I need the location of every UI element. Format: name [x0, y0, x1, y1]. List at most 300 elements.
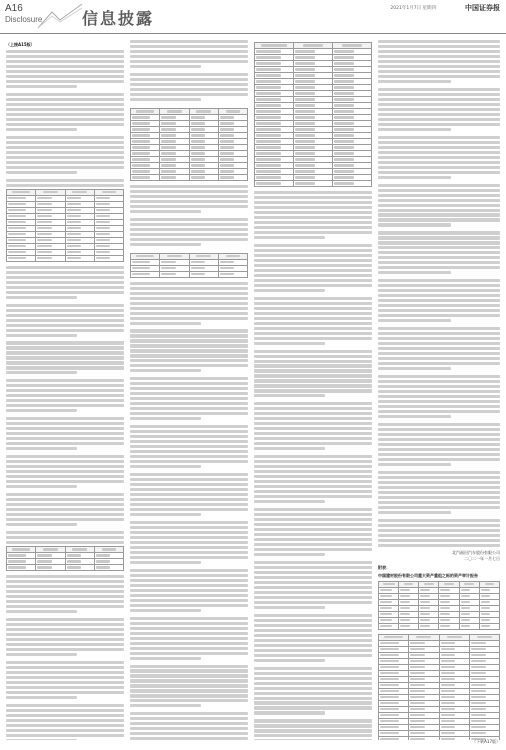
cell-text-placeholder — [256, 176, 281, 179]
text-line — [254, 274, 372, 277]
text-line — [6, 422, 124, 425]
text-line — [378, 304, 500, 307]
text-line — [378, 75, 500, 78]
cell-text-placeholder — [43, 191, 57, 194]
text-line — [254, 739, 372, 740]
cell-text-placeholder — [471, 660, 486, 663]
cell-text-placeholder — [295, 116, 315, 119]
cell-text-placeholder — [96, 227, 110, 230]
text-line — [130, 392, 248, 395]
cell-text-placeholder — [67, 209, 81, 212]
text-line — [378, 271, 451, 274]
cell-text-placeholder — [420, 607, 429, 610]
cell-text-placeholder — [380, 660, 399, 663]
text-line — [254, 216, 372, 219]
cell-text-placeholder — [220, 176, 234, 179]
text-line — [378, 367, 451, 370]
cell-text-placeholder — [295, 86, 315, 89]
text-line — [6, 508, 124, 511]
text-line — [378, 256, 500, 259]
text-line — [130, 503, 248, 506]
cell-text-placeholder — [334, 110, 354, 113]
text-line — [254, 259, 372, 262]
cell-text-placeholder — [441, 666, 456, 669]
cell-text-placeholder — [256, 56, 281, 59]
cell-text-placeholder — [37, 251, 51, 254]
text-line — [378, 209, 500, 212]
text-line — [6, 93, 124, 96]
text-line — [6, 475, 124, 478]
text-line — [130, 737, 248, 740]
text-line — [378, 486, 500, 489]
cell-text-placeholder — [132, 170, 150, 173]
cell-text-placeholder — [132, 158, 150, 161]
cell-text-placeholder — [481, 613, 490, 616]
text-line — [254, 485, 372, 488]
text-line — [6, 65, 124, 68]
text-line — [254, 500, 325, 503]
cell-text-placeholder — [471, 642, 486, 645]
text-line — [6, 291, 124, 294]
text-line — [130, 722, 248, 725]
text-line — [6, 346, 124, 349]
data-table — [130, 253, 248, 278]
cell-text-placeholder — [295, 140, 315, 143]
cell-text-placeholder — [132, 122, 150, 125]
text-line — [6, 676, 124, 679]
text-line — [130, 307, 248, 310]
cell-text-placeholder — [295, 128, 315, 131]
text-line — [130, 344, 248, 347]
text-line — [6, 60, 124, 63]
text-line — [254, 455, 372, 458]
cell-text-placeholder — [8, 203, 26, 206]
cell-text-placeholder — [295, 68, 315, 71]
cell-text-placeholder — [256, 68, 281, 71]
cell-text-placeholder — [380, 720, 399, 723]
table-cell — [131, 271, 160, 277]
text-line — [6, 75, 124, 78]
cell-text-placeholder — [334, 92, 354, 95]
cell-text-placeholder — [132, 152, 150, 155]
text-line — [6, 184, 124, 187]
text-line — [254, 460, 372, 463]
text-line — [378, 534, 500, 537]
cell-text-placeholder — [191, 176, 205, 179]
cell-text-placeholder — [67, 215, 81, 218]
text-line — [130, 322, 201, 325]
table-cell — [65, 255, 94, 261]
cell-text-placeholder — [220, 152, 234, 155]
cell-text-placeholder — [410, 720, 425, 723]
cell-text-placeholder — [303, 44, 323, 47]
cell-text-placeholder — [471, 708, 486, 711]
text-line — [378, 544, 500, 547]
cell-text-placeholder — [295, 176, 315, 179]
text-line — [254, 312, 372, 315]
text-line — [130, 679, 248, 682]
text-line — [378, 213, 500, 216]
cell-text-placeholder — [8, 239, 26, 242]
cell-text-placeholder — [410, 642, 425, 645]
cell-text-placeholder — [191, 170, 205, 173]
text-line — [130, 435, 248, 438]
cell-text-placeholder — [380, 690, 399, 693]
cell-text-placeholder — [441, 714, 456, 717]
cell-text-placeholder — [8, 257, 26, 260]
cell-text-placeholder — [380, 619, 392, 622]
text-line — [254, 432, 372, 435]
cell-text-placeholder — [380, 607, 392, 610]
cell-text-placeholder — [295, 62, 315, 65]
text-line — [254, 332, 372, 335]
cell-text-placeholder — [380, 732, 399, 735]
text-line — [254, 244, 372, 247]
text-line — [6, 518, 124, 521]
text-column-4 — [378, 40, 500, 740]
cell-text-placeholder — [471, 732, 486, 735]
cell-text-placeholder — [380, 726, 399, 729]
cell-text-placeholder — [380, 642, 399, 645]
cell-text-placeholder — [440, 613, 449, 616]
cell-text-placeholder — [196, 255, 210, 258]
text-line — [378, 314, 500, 317]
text-line — [254, 719, 372, 722]
cell-text-placeholder — [440, 589, 449, 592]
text-line — [378, 347, 500, 350]
cell-text-placeholder — [410, 708, 425, 711]
cell-text-placeholder — [400, 625, 409, 628]
cell-text-placeholder — [132, 116, 150, 119]
text-line — [254, 236, 325, 239]
text-line — [130, 88, 248, 91]
text-line — [254, 553, 325, 556]
cell-text-placeholder — [96, 560, 110, 563]
text-line — [378, 40, 500, 43]
cell-text-placeholder — [400, 619, 409, 622]
cell-text-placeholder — [410, 660, 425, 663]
text-line — [130, 78, 248, 81]
text-line — [378, 118, 500, 121]
text-line — [254, 596, 372, 599]
text-line — [378, 194, 500, 197]
text-line — [130, 312, 248, 315]
text-line — [378, 481, 500, 484]
text-line — [6, 156, 124, 159]
cell-text-placeholder — [37, 245, 51, 248]
cell-text-placeholder — [400, 595, 409, 598]
table-cell — [294, 181, 333, 187]
cell-text-placeholder — [380, 601, 392, 604]
cell-text-placeholder — [334, 122, 354, 125]
text-line — [130, 712, 248, 715]
cell-text-placeholder — [67, 239, 81, 242]
cell-text-placeholder — [161, 140, 175, 143]
text-line — [378, 319, 451, 322]
cell-text-placeholder — [191, 116, 205, 119]
text-line — [6, 470, 124, 473]
text-line — [378, 380, 500, 383]
text-line — [378, 309, 500, 312]
text-line — [6, 455, 124, 458]
text-line — [130, 407, 248, 410]
text-line — [6, 136, 124, 139]
text-line — [378, 524, 500, 527]
text-line — [6, 523, 77, 526]
cell-text-placeholder — [481, 625, 490, 628]
cell-text-placeholder — [8, 566, 26, 569]
signature-company: 北汽福田汽车股份有限公司 — [452, 549, 500, 555]
cell-text-placeholder — [380, 613, 392, 616]
cell-text-placeholder — [295, 74, 315, 77]
text-line — [6, 361, 124, 364]
cell-text-placeholder — [161, 267, 175, 270]
text-line — [254, 470, 372, 473]
text-line — [6, 271, 124, 274]
cell-text-placeholder — [161, 128, 175, 131]
text-line — [254, 513, 372, 516]
cell-text-placeholder — [72, 191, 86, 194]
text-line — [6, 638, 124, 641]
text-line — [130, 83, 248, 86]
cell-text-placeholder — [384, 636, 403, 639]
cell-text-placeholder — [161, 261, 175, 264]
cell-text-placeholder — [410, 726, 425, 729]
cell-text-placeholder — [132, 134, 150, 137]
cell-text-placeholder — [191, 122, 205, 125]
text-line — [378, 385, 500, 388]
cell-text-placeholder — [136, 255, 154, 258]
text-line — [254, 692, 372, 695]
text-line — [6, 666, 124, 669]
cell-text-placeholder — [191, 261, 205, 264]
text-line — [378, 223, 451, 226]
cell-text-placeholder — [96, 209, 110, 212]
text-line — [130, 689, 248, 692]
text-line — [130, 412, 248, 415]
continued-from-note: （上接A15版） — [6, 42, 35, 47]
table-row — [7, 565, 124, 571]
text-line — [378, 362, 500, 365]
table-cell — [94, 565, 123, 571]
table-cell — [65, 565, 94, 571]
cell-text-placeholder — [191, 140, 205, 143]
text-line — [378, 405, 500, 408]
cell-text-placeholder — [226, 110, 240, 113]
text-line — [378, 199, 500, 202]
cell-text-placeholder — [72, 548, 86, 551]
cell-text-placeholder — [191, 273, 205, 276]
text-line — [378, 136, 500, 139]
text-line — [254, 561, 372, 564]
cell-text-placeholder — [410, 684, 425, 687]
cell-text-placeholder — [37, 233, 51, 236]
cell-text-placeholder — [334, 98, 354, 101]
cell-text-placeholder — [167, 255, 181, 258]
text-line — [378, 123, 500, 126]
cell-text-placeholder — [220, 164, 234, 167]
text-line — [6, 409, 77, 412]
cell-text-placeholder — [440, 625, 449, 628]
text-line — [130, 397, 248, 400]
cell-text-placeholder — [37, 197, 51, 200]
text-line — [130, 632, 248, 635]
signature-block — [378, 550, 500, 562]
cell-text-placeholder — [380, 696, 399, 699]
cell-text-placeholder — [481, 601, 490, 604]
text-line — [378, 506, 500, 509]
table-row — [131, 174, 248, 180]
cell-text-placeholder — [220, 261, 234, 264]
text-line — [378, 496, 500, 499]
text-line — [130, 579, 248, 582]
text-line — [254, 475, 372, 478]
text-line — [130, 364, 248, 367]
cell-text-placeholder — [161, 273, 175, 276]
cell-text-placeholder — [424, 583, 433, 586]
text-line — [130, 488, 248, 491]
table-cell — [189, 174, 218, 180]
text-line — [254, 619, 372, 622]
text-line — [254, 394, 325, 397]
cell-text-placeholder — [464, 583, 473, 586]
text-line — [130, 329, 248, 332]
text-line — [130, 425, 248, 428]
text-line — [378, 251, 500, 254]
cell-text-placeholder — [471, 702, 486, 705]
cell-text-placeholder — [440, 601, 449, 604]
text-line — [6, 493, 124, 496]
text-line — [378, 231, 500, 234]
cell-text-placeholder — [400, 589, 409, 592]
text-line — [6, 618, 124, 621]
text-line — [254, 196, 372, 199]
cell-text-placeholder — [380, 595, 392, 598]
cell-text-placeholder — [37, 554, 51, 557]
text-line — [254, 407, 372, 410]
cell-text-placeholder — [295, 104, 315, 107]
text-line — [254, 364, 372, 367]
text-line — [254, 649, 372, 652]
text-line — [130, 665, 248, 668]
cell-text-placeholder — [441, 648, 456, 651]
cell-text-placeholder — [461, 619, 470, 622]
text-line — [130, 699, 248, 702]
cell-text-placeholder — [471, 678, 486, 681]
text-line — [254, 624, 372, 627]
table-cell — [409, 736, 439, 740]
cell-text-placeholder — [410, 648, 425, 651]
cell-text-placeholder — [8, 554, 26, 557]
cell-text-placeholder — [380, 589, 392, 592]
text-line — [378, 423, 500, 426]
text-line — [6, 580, 124, 583]
cell-text-placeholder — [167, 110, 181, 113]
cell-text-placeholder — [295, 158, 315, 161]
text-line — [254, 659, 325, 662]
text-line — [130, 205, 248, 208]
table-cell — [131, 174, 160, 180]
text-column-3 — [254, 40, 372, 740]
text-column-1 — [6, 40, 124, 740]
issue-date: 2021年1月7日 星期四 — [390, 6, 436, 11]
text-line — [130, 455, 248, 458]
text-line — [254, 687, 372, 690]
text-line — [254, 654, 372, 657]
text-line — [378, 246, 500, 249]
cell-text-placeholder — [477, 636, 492, 639]
text-line — [130, 185, 248, 188]
text-line — [378, 415, 451, 418]
text-line — [130, 210, 201, 213]
text-line — [254, 254, 372, 257]
text-line — [6, 460, 124, 463]
cell-text-placeholder — [440, 607, 449, 610]
table-row — [131, 271, 248, 277]
text-line — [6, 734, 124, 737]
text-line — [378, 294, 500, 297]
text-line — [378, 395, 500, 398]
cell-text-placeholder — [161, 116, 175, 119]
table-cell — [94, 255, 123, 261]
text-line — [6, 286, 124, 289]
cell-text-placeholder — [161, 122, 175, 125]
text-line — [130, 546, 248, 549]
cell-text-placeholder — [295, 56, 315, 59]
cell-text-placeholder — [410, 678, 425, 681]
text-line — [378, 98, 500, 101]
text-line — [6, 324, 124, 327]
table-cell — [7, 255, 36, 261]
text-line — [254, 639, 372, 642]
text-line — [254, 706, 372, 709]
text-line — [378, 390, 500, 393]
text-line — [6, 704, 124, 707]
text-line — [378, 50, 500, 53]
text-line — [254, 369, 372, 372]
text-line — [130, 417, 201, 420]
text-line — [6, 729, 124, 732]
text-line — [130, 460, 248, 463]
text-line — [378, 327, 500, 330]
text-line — [254, 264, 372, 267]
text-line — [378, 80, 451, 83]
paragraph-gap — [130, 103, 248, 106]
text-line — [378, 189, 500, 192]
cell-text-placeholder — [471, 696, 486, 699]
header-rule — [0, 33, 506, 34]
text-line — [254, 302, 372, 305]
cell-text-placeholder — [410, 732, 425, 735]
cell-text-placeholder — [461, 613, 470, 616]
cell-text-placeholder — [404, 583, 413, 586]
cell-text-placeholder — [8, 197, 26, 200]
cell-text-placeholder — [380, 654, 399, 657]
text-line — [378, 539, 500, 542]
text-line — [130, 473, 248, 476]
header-swoosh-graphic — [36, 2, 84, 30]
paragraph-gap — [130, 248, 248, 251]
text-line — [378, 501, 500, 504]
text-line — [6, 113, 124, 116]
text-line — [6, 595, 124, 598]
cell-text-placeholder — [220, 128, 234, 131]
cell-text-placeholder — [380, 625, 392, 628]
text-line — [254, 543, 372, 546]
text-line — [378, 471, 500, 474]
text-line — [254, 447, 325, 450]
text-line — [130, 93, 248, 96]
